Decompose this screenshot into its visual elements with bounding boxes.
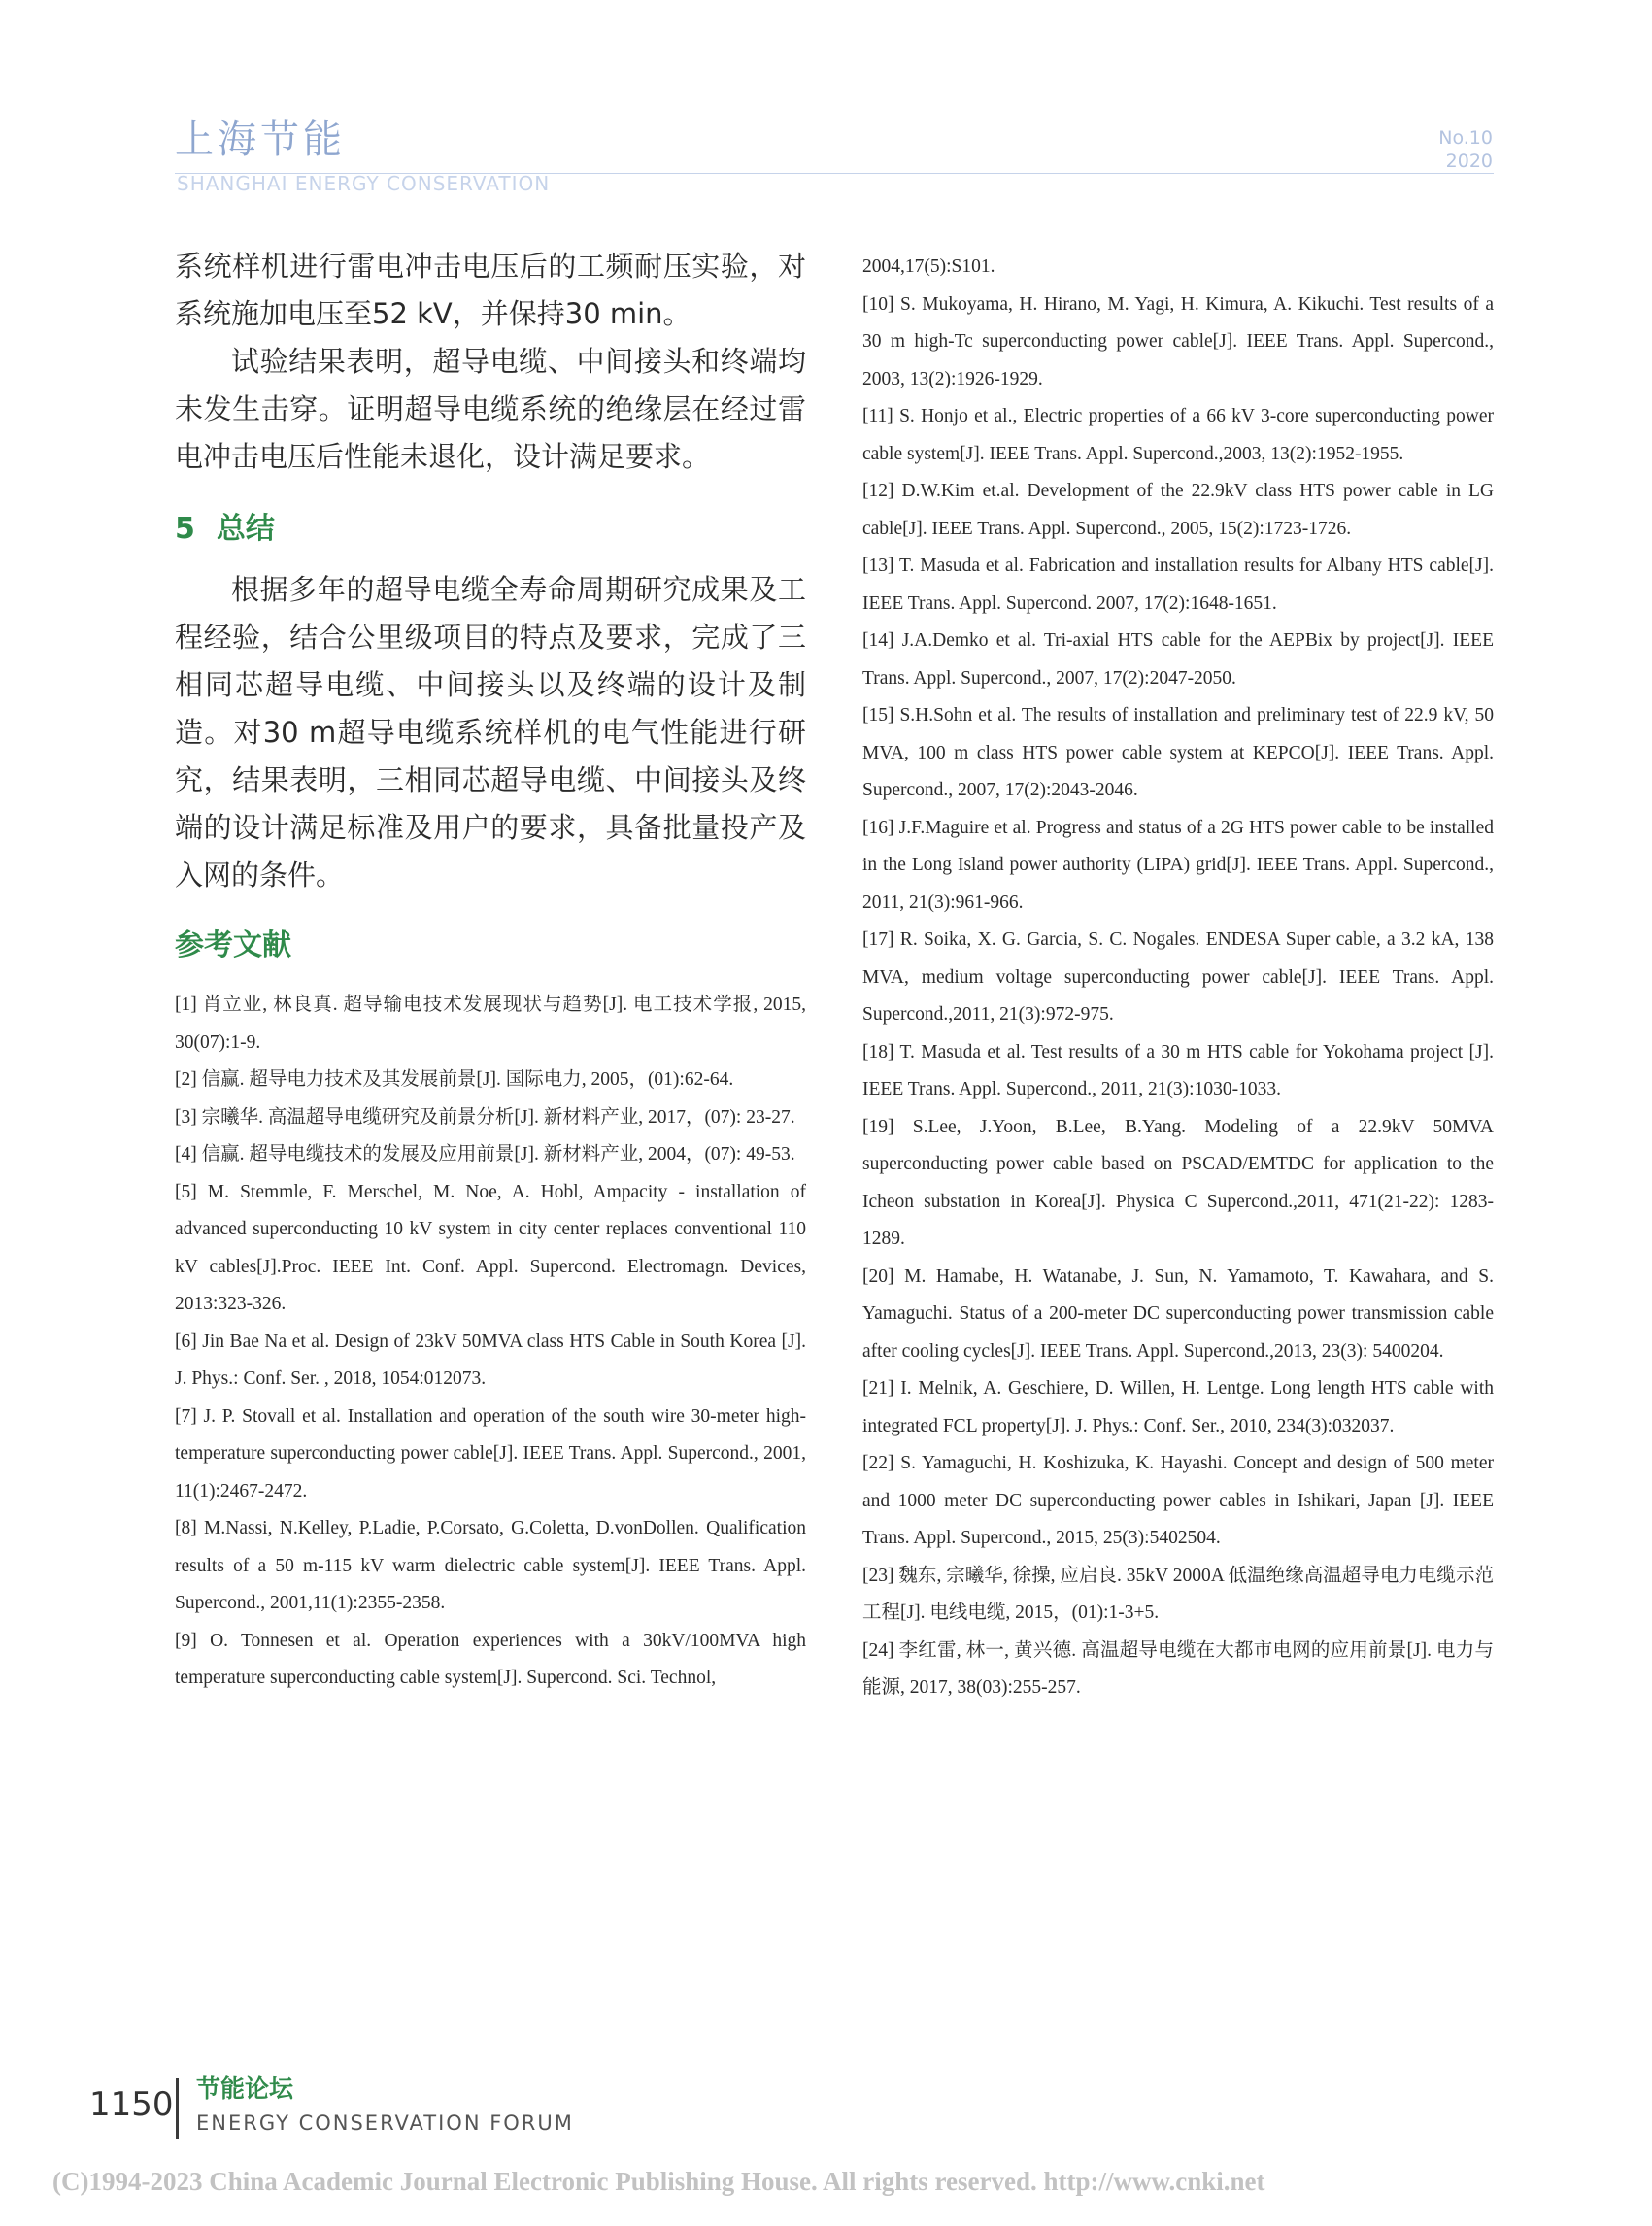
- reference-item: [15] S.H.Sohn et al. The results of installation and preliminary test of 22.9 kV, 50 MVA, 100 m class HTS power cable system at KEPCO[J]. IEEE Trans. Appl. Supercond., 2007, 17(2):2043-2046.: [862, 705, 1494, 800]
- issue-info: [1438, 126, 1493, 173]
- right-column: [862, 249, 1494, 1707]
- reference-item: [13] T. Masuda et al. Fabrication and installation results for Albany HTS cable[J]. IEEE Trans. Appl. Supercond. 2007, 17(2):1648-1651.: [862, 556, 1494, 614]
- reference-item: [10] S. Mukoyama, H. Hirano, M. Yagi, H. Kimura, A. Kikuchi. Test results of a 30 m high-Tc superconducting power cable[J]. IEEE Trans. Appl. Supercond., 2003, 13(2):1926-1929.: [862, 293, 1494, 389]
- reference-item: [18] T. Masuda et al. Test results of a 30 m HTS cable for Yokohama project [J]. IEEE Trans. Appl. Supercond., 2011, 21(3):1030-1033.: [862, 1041, 1494, 1099]
- reference-item: [4] 信赢. 超导电缆技术的发展及应用前景[J]. 新材料产业, 2004，(07): 49-53.: [175, 1144, 795, 1164]
- reference-item: [19] S.Lee, J.Yoon, B.Lee, B.Yang. Modeling of a 22.9kV 50MVA superconducting power cable based on PSCAD/EMTDC for application to the Icheon substation in Korea[J]. Physica C Supercond.,2011, 471(21-22): 1283-1289.: [862, 1116, 1494, 1249]
- section-heading: [175, 508, 806, 551]
- references-heading: 参考文献: [175, 928, 291, 962]
- copyright-notice: (C)1994-2023 China Academic Journal Electronic Publishing House. All rights reserved. http://www.cnki.net: [52, 2167, 1265, 2196]
- reference-item: [5] M. Stemmle, F. Merschel, M. Noe, A. Hobl, Ampacity - installation of advanced superconducting 10 kV system in city center replaces conventional 110 kV cables[J].Proc. IEEE Int. Conf. Appl. Supercond. Electromagn. Devices, 2013:323-326.: [175, 1181, 806, 1314]
- body-paragraph: 根据多年的超导电缆全寿命周期研究成果及工程经验，结合公里级项目的特点及要求，完成了三相同芯超导电缆、中间接头以及终端的设计及制造。对30 m超导电缆系统样机的电气性能进行研究，结果表明，三相同芯超导电缆、中间接头及终端的设计满足标准及用户的要求，具备批量投产及入网的条件。: [175, 573, 806, 892]
- reference-item: [2] 信赢. 超导电力技术及其发展前景[J]. 国际电力, 2005，(01):62-64.: [175, 1069, 734, 1090]
- forum-subtitle: ENERGY CONSERVATION FORUM: [196, 2111, 574, 2135]
- reference-item: [9] O. Tonnesen et al. Operation experiences with a 30kV/100MVA high temperature superconducting cable system[J]. Supercond. Sci. Technol,: [175, 1630, 806, 1688]
- reference-item: [22] S. Yamaguchi, H. Koshizuka, K. Hayashi. Concept and design of 500 meter and 1000 meter DC superconducting power cables in Ishikari, Japan [J]. IEEE Trans. Appl. Supercond., 2015, 25(3):5402504.: [862, 1453, 1494, 1548]
- footer-divider: [176, 2078, 179, 2139]
- issue-number: No.10: [1438, 127, 1493, 149]
- left-column: [175, 243, 806, 1698]
- reference-item: [6] Jin Bae Na et al. Design of 23kV 50MVA class HTS Cable in South Korea [J]. J. Phys.: Conf. Ser. , 2018, 1054:012073.: [175, 1331, 806, 1389]
- journal-title: 上海节能: [175, 118, 346, 162]
- reference-item: [7] J. P. Stovall et al. Installation and operation of the south wire 30-meter high-temperature superconducting power cable[J]. IEEE Trans. Appl. Supercond., 2001, 11(1):2467-2472.: [175, 1405, 806, 1501]
- forum-title: 节能论坛: [196, 2074, 294, 2103]
- body-paragraph: 试验结果表明，超导电缆、中间接头和终端均未发生击穿。证明超导电缆系统的绝缘层在经过雷电冲击电压后性能未退化，设计满足要求。: [175, 345, 806, 473]
- reference-item: [11] S. Honjo et al., Electric properties of a 66 kV 3-core superconducting power cable system[J]. IEEE Trans. Appl. Supercond.,2003, 13(2):1952-1955.: [862, 406, 1494, 464]
- reference-list: [862, 249, 1494, 1707]
- section-number: 5: [175, 512, 195, 546]
- reference-item: [1] 肖立业, 林良真. 超导输电技术发展现状与趋势[J]. 电工技术学报, 2015, 30(07):1-9.: [175, 995, 806, 1053]
- page-number: 1150: [89, 2085, 174, 2124]
- reference-item: [21] I. Melnik, A. Geschiere, D. Willen, H. Lentge. Long length HTS cable with integrated FCL property[J]. J. Phys.: Conf. Ser., 2010, 234(3):032037.: [862, 1378, 1494, 1436]
- journal-subtitle: SHANGHAI ENERGY CONSERVATION: [177, 172, 551, 195]
- section-title: 总结: [216, 512, 275, 546]
- reference-item: [12] D.W.Kim et.al. Development of the 22.9kV class HTS power cable in LG cable[J]. IEEE Trans. Appl. Supercond., 2005, 15(2):1723-1726.: [862, 481, 1494, 539]
- reference-list: [175, 987, 806, 1698]
- reference-item: [16] J.F.Maguire et al. Progress and status of a 2G HTS power cable to be installed in the Long Island power authority (LIPA) grid[J]. IEEE Trans. Appl. Supercond., 2011, 21(3):961-966.: [862, 817, 1494, 913]
- body-paragraph: 系统样机进行雷电冲击电压后的工频耐压实验，对系统施加电压至52 kV，并保持30 min。: [175, 250, 806, 330]
- reference-item: [3] 宗曦华. 高温超导电缆研究及前景分析[J]. 新材料产业, 2017，(07): 23-27.: [175, 1106, 795, 1128]
- reference-item: [20] M. Hamabe, H. Watanabe, J. Sun, N. Yamamoto, T. Kawahara, and S. Yamaguchi. Status of a 200-meter DC superconducting power transmission cable after cooling cycles[J]. IEEE Trans. Appl. Supercond.,2013, 23(3): 5400204.: [862, 1265, 1494, 1362]
- reference-continuation: 2004,17(5):S101.: [862, 256, 995, 277]
- reference-item: [17] R. Soika, X. G. Garcia, S. C. Nogales. ENDESA Super cable, a 3.2 kA, 138 MVA, medium voltage superconducting power cable[J]. IEEE Trans. Appl. Supercond.,2011, 21(3):972-975.: [862, 929, 1494, 1025]
- reference-item: [24] 李红雷, 林一, 黄兴德. 高温超导电缆在大都市电网的应用前景[J]. 电力与能源, 2017, 38(03):255-257.: [862, 1639, 1494, 1698]
- reference-item: [23] 魏东, 宗曦华, 徐操, 应启良. 35kV 2000A 低温绝缘高温超导电力电缆示范工程[J]. 电线电缆, 2015，(01):1-3+5.: [862, 1565, 1494, 1623]
- reference-item: [14] J.A.Demko et al. Tri-axial HTS cable for the AEPBix by project[J]. IEEE Trans. Appl. Supercond., 2007, 17(2):2047-2050.: [862, 630, 1494, 689]
- issue-year: 2020: [1445, 151, 1493, 172]
- reference-item: [8] M.Nassi, N.Kelley, P.Ladie, P.Corsato, G.Coletta, D.vonDollen. Qualification results of a 50 m-115 kV warm dielectric cable system[J]. IEEE Trans. Appl. Supercond., 2001,11(1):2355-2358.: [175, 1518, 806, 1613]
